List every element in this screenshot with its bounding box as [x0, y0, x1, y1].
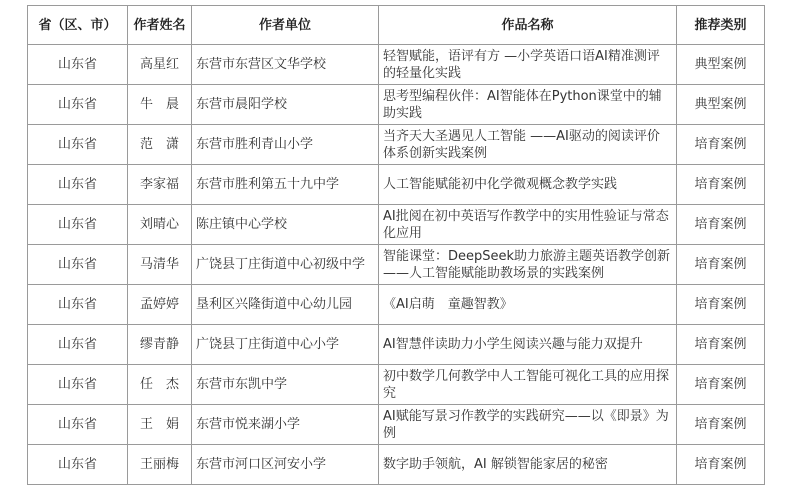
cell-province: 山东省 [28, 245, 128, 285]
table-body [28, 45, 765, 485]
table-row [28, 125, 765, 165]
header-title: 作品名称 [379, 6, 677, 45]
table-row [28, 165, 765, 205]
cell-category: 培育案例 [677, 285, 765, 325]
cell-title: 轻智赋能，语评有方 —小学英语口语AI精准测评的轻量化实践 [379, 45, 677, 85]
cell-unit: 东营市胜利青山小学 [192, 125, 379, 165]
cell-province: 山东省 [28, 45, 128, 85]
header-category: 推荐类别 [677, 6, 765, 45]
cell-unit: 广饶县丁庄街道中心初级中学 [192, 245, 379, 285]
cell-category: 培育案例 [677, 365, 765, 405]
cell-unit: 东营市悦来湖小学 [192, 405, 379, 445]
header-province: 省（区、市） [28, 6, 128, 45]
cell-category: 典型案例 [677, 45, 765, 85]
cell-author: 牛 晨 [128, 85, 192, 125]
cell-unit: 东营市河口区河安小学 [192, 445, 379, 485]
cell-title: 当齐天大圣遇见人工智能 ——AI驱动的阅读评价体系创新实践案例 [379, 125, 677, 165]
cell-province: 山东省 [28, 365, 128, 405]
table-row [28, 85, 765, 125]
cell-unit: 陈庄镇中心学校 [192, 205, 379, 245]
table-row [28, 245, 765, 285]
cell-category: 培育案例 [677, 205, 765, 245]
cell-unit: 垦利区兴隆街道中心幼儿园 [192, 285, 379, 325]
cell-author: 任 杰 [128, 365, 192, 405]
cell-province: 山东省 [28, 325, 128, 365]
cell-author: 马清华 [128, 245, 192, 285]
cell-author: 王 娟 [128, 405, 192, 445]
cell-title: 智能课堂：DeepSeek助力旅游主题英语教学创新 ——人工智能赋能助教场景的实践案例 [379, 245, 677, 285]
table-row [28, 365, 765, 405]
table-row [28, 445, 765, 485]
cell-title: 初中数学几何教学中人工智能可视化工具的应用探究 [379, 365, 677, 405]
award-table [27, 5, 765, 485]
cell-author: 孟婷婷 [128, 285, 192, 325]
cell-title: 人工智能赋能初中化学微观概念教学实践 [379, 165, 677, 205]
cell-province: 山东省 [28, 205, 128, 245]
cell-author: 刘晴心 [128, 205, 192, 245]
cell-category: 培育案例 [677, 125, 765, 165]
cell-author: 王丽梅 [128, 445, 192, 485]
table-header-row [28, 6, 765, 45]
cell-province: 山东省 [28, 125, 128, 165]
cell-title: 《AI启萌 童趣智教》 [379, 285, 677, 325]
table-container [27, 5, 764, 485]
header-author: 作者姓名 [128, 6, 192, 45]
cell-title: AI批阅在初中英语写作教学中的实用性验证与常态化应用 [379, 205, 677, 245]
cell-unit: 东营市胜利第五十九中学 [192, 165, 379, 205]
cell-province: 山东省 [28, 405, 128, 445]
table-row [28, 285, 765, 325]
cell-category: 典型案例 [677, 85, 765, 125]
cell-title: AI赋能写景习作教学的实践研究——以《即景》为例 [379, 405, 677, 445]
cell-category: 培育案例 [677, 245, 765, 285]
table-row [28, 405, 765, 445]
header-unit: 作者单位 [192, 6, 379, 45]
cell-unit: 东营市晨阳学校 [192, 85, 379, 125]
cell-author: 缪青静 [128, 325, 192, 365]
cell-author: 范 潇 [128, 125, 192, 165]
cell-category: 培育案例 [677, 165, 765, 205]
cell-author: 高星红 [128, 45, 192, 85]
cell-unit: 东营市东营区文华学校 [192, 45, 379, 85]
cell-category: 培育案例 [677, 405, 765, 445]
cell-author: 李家福 [128, 165, 192, 205]
table-row [28, 205, 765, 245]
table-row [28, 45, 765, 85]
cell-category: 培育案例 [677, 445, 765, 485]
cell-title: 思考型编程伙伴：AI智能体在Python课堂中的辅助实践 [379, 85, 677, 125]
cell-category: 培育案例 [677, 325, 765, 365]
cell-province: 山东省 [28, 445, 128, 485]
cell-province: 山东省 [28, 85, 128, 125]
cell-unit: 东营市东凯中学 [192, 365, 379, 405]
cell-title: AI智慧伴读助力小学生阅读兴趣与能力双提升 [379, 325, 677, 365]
table-row [28, 325, 765, 365]
cell-province: 山东省 [28, 285, 128, 325]
cell-province: 山东省 [28, 165, 128, 205]
cell-unit: 广饶县丁庄街道中心小学 [192, 325, 379, 365]
cell-title: 数字助手领航，AI 解锁智能家居的秘密 [379, 445, 677, 485]
